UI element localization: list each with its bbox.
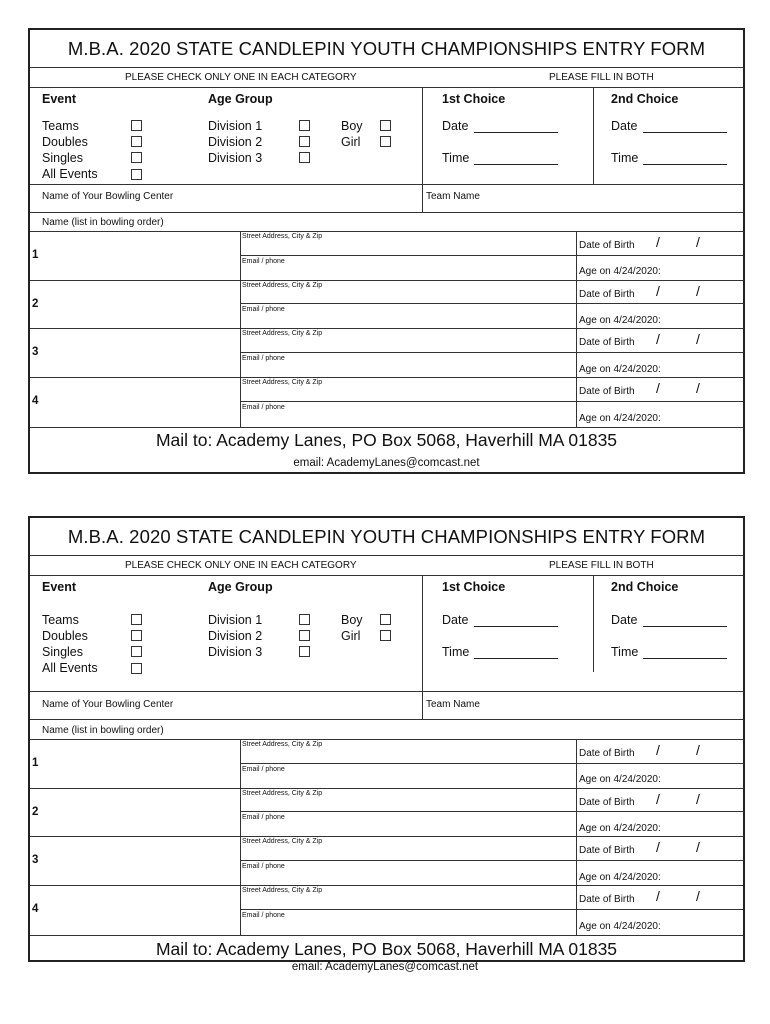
name-list-label: Name (list in bowling order): [42, 217, 164, 228]
address-label: Street Address, City & Zip: [242, 330, 323, 337]
dob-label: Date of Birth: [579, 748, 635, 759]
dob-label: Date of Birth: [579, 894, 635, 905]
second-choice-header: 2nd Choice: [611, 580, 679, 594]
row-number: 1: [32, 757, 39, 769]
age-label: Age on 4/24/2020:: [579, 266, 661, 277]
division-1-checkbox[interactable]: [299, 614, 310, 625]
form-title: M.B.A. 2020 STATE CANDLEPIN YOUTH CHAMPIONSHIPS ENTRY FORM: [67, 526, 706, 547]
age-group-header: Age Group: [208, 92, 273, 106]
event-header: Event: [42, 580, 77, 594]
division-3-checkbox[interactable]: [299, 152, 310, 163]
event-doubles-label: Doubles: [42, 135, 88, 149]
division-2-label: Division 2: [208, 629, 263, 643]
event-doubles-label: Doubles: [42, 629, 88, 643]
dob-slash: /: [656, 283, 660, 299]
age-label: Age on 4/24/2020:: [579, 921, 661, 932]
mail-to-address: Mail to: Academy Lanes, PO Box 5068, Haverhill MA 01835: [155, 939, 618, 959]
event-all-events-checkbox[interactable]: [131, 169, 142, 180]
name-list-label: Name (list in bowling order): [42, 725, 164, 736]
address-label: Street Address, City & Zip: [242, 790, 323, 797]
email-phone-label: Email / phone: [242, 404, 285, 411]
boy-label: Boy: [341, 119, 363, 133]
second-time-label: Time: [611, 151, 639, 165]
dob-slash: /: [656, 839, 660, 855]
event-teams-label: Teams: [42, 119, 79, 133]
first-time-field[interactable]: [474, 658, 558, 659]
dob-slash: /: [696, 331, 700, 347]
first-date-field[interactable]: [474, 132, 558, 133]
email-phone-label: Email / phone: [242, 766, 285, 773]
address-label: Street Address, City & Zip: [242, 741, 323, 748]
row-number: 4: [32, 395, 39, 407]
boy-checkbox[interactable]: [380, 120, 391, 131]
event-doubles-checkbox[interactable]: [131, 136, 142, 147]
dob-slash: /: [696, 888, 700, 904]
division-1-checkbox[interactable]: [299, 120, 310, 131]
second-date-field[interactable]: [643, 626, 727, 627]
second-date-label: Date: [611, 119, 638, 133]
row-number: 3: [32, 854, 39, 866]
entry-form-top: [28, 28, 745, 474]
fill-note: PLEASE FILL IN BOTH: [549, 72, 654, 83]
row-number: 2: [32, 806, 39, 818]
team-name-label: Team Name: [426, 699, 480, 710]
form-title: M.B.A. 2020 STATE CANDLEPIN YOUTH CHAMPIONSHIPS ENTRY FORM: [67, 38, 706, 59]
event-all-events-label: All Events: [42, 661, 98, 675]
email-phone-label: Email / phone: [242, 355, 285, 362]
row-number: 2: [32, 298, 39, 310]
first-time-field[interactable]: [474, 164, 558, 165]
dob-slash: /: [696, 839, 700, 855]
dob-label: Date of Birth: [579, 337, 635, 348]
age-label: Age on 4/24/2020:: [579, 413, 661, 424]
dob-label: Date of Birth: [579, 845, 635, 856]
dob-label: Date of Birth: [579, 386, 635, 397]
contact-email: email: AcademyLanes@comcast.net: [291, 961, 479, 973]
age-label: Age on 4/24/2020:: [579, 364, 661, 375]
email-phone-label: Email / phone: [242, 814, 285, 821]
girl-label: Girl: [341, 135, 361, 149]
age-label: Age on 4/24/2020:: [579, 315, 661, 326]
row-number: 1: [32, 249, 39, 261]
division-2-label: Division 2: [208, 135, 263, 149]
mail-to-address: Mail to: Academy Lanes, PO Box 5068, Haverhill MA 01835: [155, 430, 618, 450]
event-teams-checkbox[interactable]: [131, 614, 142, 625]
division-3-label: Division 3: [208, 151, 263, 165]
first-choice-header: 1st Choice: [442, 92, 506, 106]
first-time-label: Time: [442, 151, 470, 165]
dob-slash: /: [696, 234, 700, 250]
event-doubles-checkbox[interactable]: [131, 630, 142, 641]
first-choice-header: 1st Choice: [442, 580, 506, 594]
division-1-label: Division 1: [208, 613, 263, 627]
boy-label: Boy: [341, 613, 363, 627]
dob-slash: /: [656, 888, 660, 904]
row-number: 3: [32, 346, 39, 358]
girl-label: Girl: [341, 629, 361, 643]
bowling-center-label: Name of Your Bowling Center: [42, 699, 174, 710]
second-time-field[interactable]: [643, 164, 727, 165]
event-teams-checkbox[interactable]: [131, 120, 142, 131]
check-note: PLEASE CHECK ONLY ONE IN EACH CATEGORY: [125, 72, 357, 83]
girl-checkbox[interactable]: [380, 136, 391, 147]
second-time-field[interactable]: [643, 658, 727, 659]
address-label: Street Address, City & Zip: [242, 838, 323, 845]
bowling-center-label: Name of Your Bowling Center: [42, 191, 174, 202]
event-all-events-label: All Events: [42, 167, 98, 181]
division-2-checkbox[interactable]: [299, 630, 310, 641]
event-teams-label: Teams: [42, 613, 79, 627]
fill-note: PLEASE FILL IN BOTH: [549, 560, 654, 571]
second-date-label: Date: [611, 613, 638, 627]
address-label: Street Address, City & Zip: [242, 887, 323, 894]
event-singles-checkbox[interactable]: [131, 152, 142, 163]
address-label: Street Address, City & Zip: [242, 379, 323, 386]
email-phone-label: Email / phone: [242, 863, 285, 870]
event-singles-label: Singles: [42, 645, 83, 659]
age-label: Age on 4/24/2020:: [579, 774, 661, 785]
age-label: Age on 4/24/2020:: [579, 872, 661, 883]
dob-slash: /: [696, 283, 700, 299]
second-choice-header: 2nd Choice: [611, 92, 679, 106]
boy-checkbox[interactable]: [380, 614, 391, 625]
dob-slash: /: [696, 380, 700, 396]
division-1-label: Division 1: [208, 119, 263, 133]
event-singles-label: Singles: [42, 151, 83, 165]
division-3-checkbox[interactable]: [299, 646, 310, 657]
dob-slash: /: [656, 742, 660, 758]
address-label: Street Address, City & Zip: [242, 233, 323, 240]
first-time-label: Time: [442, 645, 470, 659]
first-date-label: Date: [442, 613, 469, 627]
first-date-field[interactable]: [474, 626, 558, 627]
dob-label: Date of Birth: [579, 797, 635, 808]
dob-slash: /: [696, 742, 700, 758]
dob-label: Date of Birth: [579, 289, 635, 300]
event-all-events-checkbox[interactable]: [131, 663, 142, 674]
dob-slash: /: [656, 380, 660, 396]
dob-label: Date of Birth: [579, 240, 635, 251]
email-phone-label: Email / phone: [242, 912, 285, 919]
dob-slash: /: [656, 234, 660, 250]
entry-form-bottom: [28, 516, 745, 962]
girl-checkbox[interactable]: [380, 630, 391, 641]
division-2-checkbox[interactable]: [299, 136, 310, 147]
dob-slash: /: [656, 791, 660, 807]
event-singles-checkbox[interactable]: [131, 646, 142, 657]
contact-email: email: AcademyLanes@comcast.net: [293, 457, 480, 469]
division-3-label: Division 3: [208, 645, 263, 659]
address-label: Street Address, City & Zip: [242, 282, 323, 289]
email-phone-label: Email / phone: [242, 258, 285, 265]
second-date-field[interactable]: [643, 132, 727, 133]
team-name-label: Team Name: [426, 191, 480, 202]
first-date-label: Date: [442, 119, 469, 133]
check-note: PLEASE CHECK ONLY ONE IN EACH CATEGORY: [125, 560, 357, 571]
event-header: Event: [42, 92, 77, 106]
second-time-label: Time: [611, 645, 639, 659]
email-phone-label: Email / phone: [242, 306, 285, 313]
age-group-header: Age Group: [208, 580, 273, 594]
age-label: Age on 4/24/2020:: [579, 823, 661, 834]
dob-slash: /: [656, 331, 660, 347]
dob-slash: /: [696, 791, 700, 807]
row-number: 4: [32, 903, 39, 915]
